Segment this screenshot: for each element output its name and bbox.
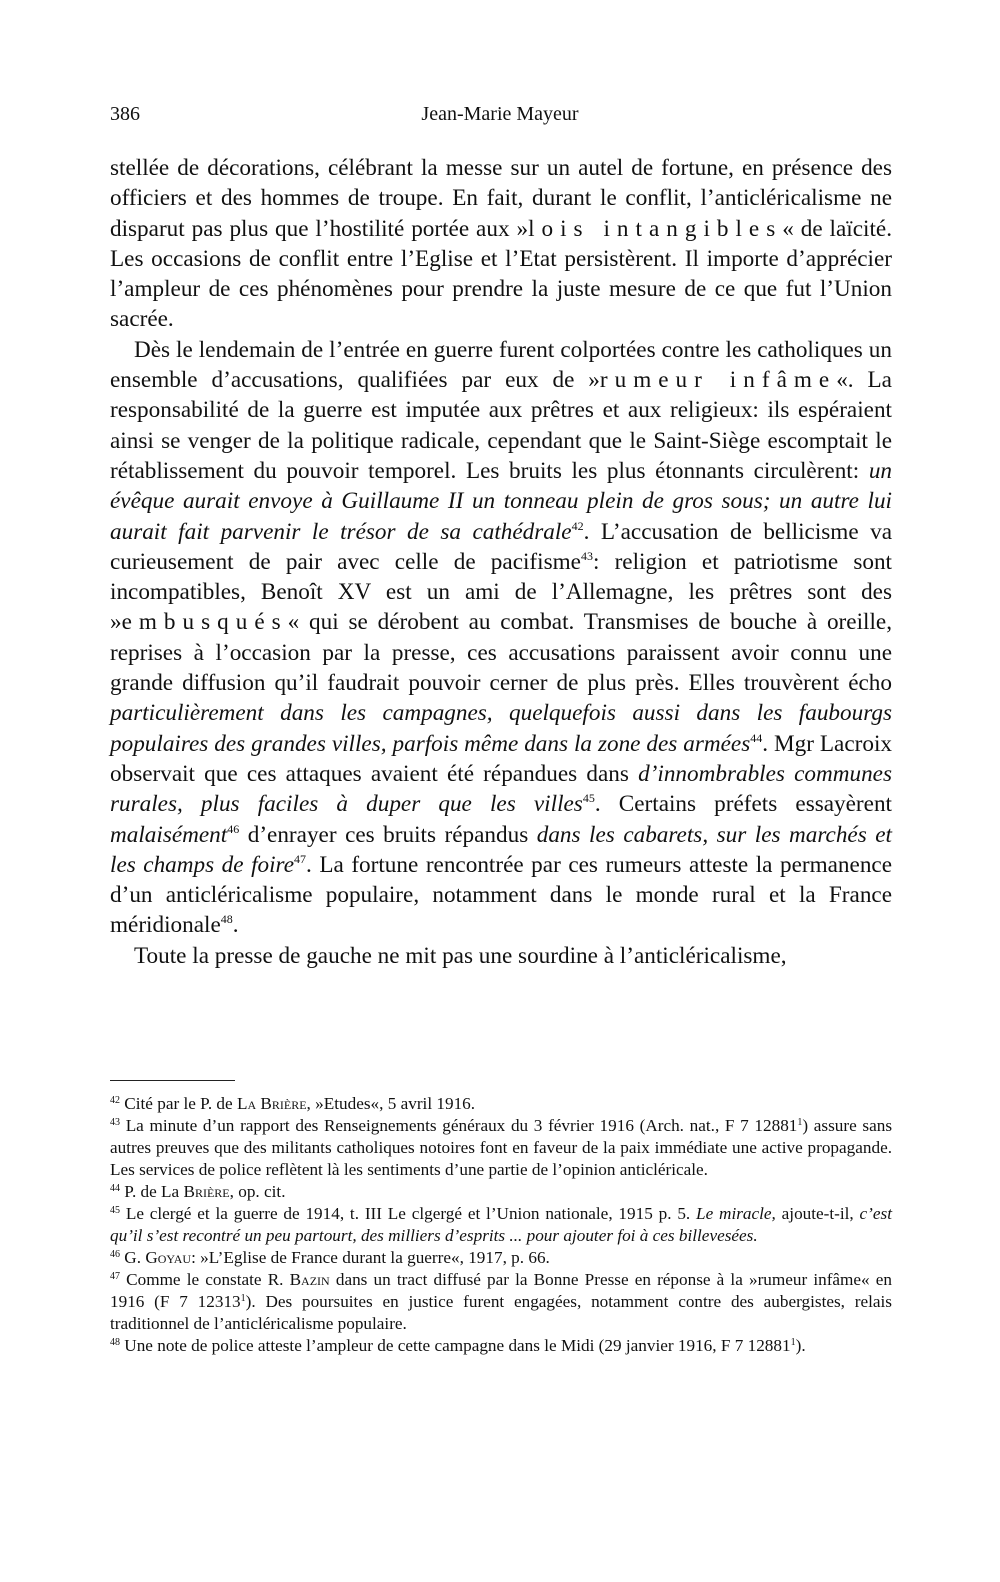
text-span: stellée de décorations, célébrant la messe sur un autel de fortune, en présence des officiers et des hommes de troupe. En fait, durant le conflit, l’anticléricalisme ne disparut pas plus que l’hostilité portée aux »: [110, 155, 892, 242]
author-name: Bazin: [289, 1270, 330, 1289]
text-span: Dès le lendemain de l’entrée en guerre furent colportées contre les catholiques un ensemble d’accusations, qualifiées par eux de »: [110, 336, 892, 394]
footnote-rule: [110, 1080, 235, 1081]
italic-quote: c’est qu’il s’est recontré un peu partourt, des milliers d’esprits ... pour ajouter foi à ces billevesées.: [110, 1204, 892, 1245]
text-span: P. de La: [124, 1182, 184, 1201]
footnote-ref: 42: [571, 518, 584, 533]
text-span: ) assure sans autres preuves que des militants catholiques notoires font en faveur de la paix immédiate une active propagande. Les services de police reflètent là les sentiments d’une partie de l’opinion anticléricale.: [110, 1116, 893, 1179]
footnote-48: [110, 1335, 892, 1357]
paragraph-3: Toute la presse de gauche ne mit pas une sourdine à l’anticléricalisme,: [134, 942, 787, 969]
footnote-number: 45: [110, 1205, 120, 1216]
text-span: ajoute-t-il,: [775, 1204, 860, 1223]
author-name: Goyau: [145, 1248, 192, 1267]
footnote-number: 42: [110, 1095, 120, 1106]
author-name: Brière: [183, 1182, 230, 1201]
footnote-number: 47: [110, 1271, 120, 1282]
text-span: . La fortune rencontrée par ces rumeurs atteste la permanence d’un anticléricalisme populaire, notamment dans le monde rural et la France méridionale: [110, 851, 892, 939]
text-span: . Mgr Lacroix observait que ces attaques avaient été répandues dans: [110, 730, 892, 787]
text-span: Une note de police atteste l’ampleur de cette campagne dans le Midi (29 janvier 1916, F 7 12881: [124, 1336, 791, 1355]
text-span: d’enrayer ces bruits répandus: [239, 821, 537, 848]
footnote-ref: 47: [294, 851, 307, 866]
footnote-ref: 44: [750, 730, 763, 745]
author-name: La Brière: [236, 1094, 307, 1113]
footnote-46: [110, 1247, 892, 1269]
footnotes: [110, 1093, 892, 1357]
italic-quote: Le miracle,: [696, 1204, 776, 1223]
main-text: [110, 153, 892, 971]
page-number: 386: [110, 103, 140, 125]
text-span: dans un tract diffusé par la Bonne Presse en réponse à la »rumeur infâme« en 1916 (F 7 12313: [110, 1270, 893, 1311]
footnote-number: 43: [110, 1117, 120, 1128]
footnote-ref: 48: [220, 912, 233, 927]
spaced-term: lois intangibles: [528, 215, 783, 242]
text-span: Comme le constate R.: [126, 1270, 290, 1289]
running-header: [110, 103, 890, 133]
spaced-term: rumeur infâme: [599, 367, 837, 394]
text-span: . Certains préfets essayèrent: [594, 791, 892, 818]
superscript: 1: [797, 1117, 803, 1128]
text-span: La minute d’un rapport des Renseignements généraux du 3 février 1916 (Arch. nat., F 7 12881: [125, 1116, 798, 1135]
italic-quote: un évêque aurait envoye à Guillaume II un tonneau plein de gros sous; un autre lui aurait fait parvenir le trésor de sa cathédrale: [110, 457, 892, 545]
footnote-45: [110, 1203, 892, 1247]
text-span: Cité par le P. de: [124, 1094, 237, 1113]
text-span: .: [232, 912, 239, 939]
text-span: Le clergé et la guerre de 1914, t. III Le clgergé et l’Union nationale, 1915 p. 5.: [125, 1204, 697, 1223]
text-span: : »L’Eglise de France durant la guerre«, 1917, p. 66.: [191, 1248, 550, 1267]
italic-quote: particulièrement dans les campagnes, quelquefois aussi dans les faubourgs populaires des grandes villes, parfois même dans la zone des armées: [110, 700, 892, 757]
footnote-ref: 45: [582, 791, 595, 806]
text-span: ). Des poursuites en justice furent engagées, notamment contre des aubergistes, relais traditionnel de l’anticléricalisme populaire.: [110, 1292, 892, 1333]
text-span: «. La responsabilité de la guerre est imputée aux prêtres et aux religieux: ils espéraient ainsi se venger de la politique radicale, cependant que le Saint-Siège escomptait le rétablissement du pouvoir temporel. Les bruits les plus étonnants circulèrent:: [110, 367, 892, 484]
paragraph-2: [110, 335, 892, 941]
footnote-42: [110, 1093, 892, 1115]
text-span: « de laïcité. Les occasions de conflit entre l’Eglise et l’Etat persistèrent. Il importe d’apprécier l’ampleur de ces phénomènes pour prendre la juste mesure de ce que fut l’Union sacrée.: [110, 215, 892, 333]
text-span: , »Etudes«, 5 avril 1916.: [306, 1094, 476, 1113]
text-span: G.: [124, 1248, 146, 1267]
footnote-number: 46: [110, 1249, 120, 1260]
running-title: Jean-Marie Mayeur: [421, 103, 579, 125]
footnote-number: 44: [110, 1183, 120, 1194]
text-span: : religion et patriotisme sont incompatibles, Benoît XV est un ami de l’Allemagne, les prêtres sont des »: [110, 548, 892, 636]
spaced-term: embusqués: [121, 609, 288, 636]
text-span: ).: [795, 1336, 806, 1355]
superscript: 1: [790, 1337, 796, 1348]
paragraph-1: [110, 153, 892, 335]
footnote-ref: 43: [580, 548, 593, 563]
italic-quote: malaisément: [110, 821, 228, 848]
text-span: « qui se dérobent au combat. Transmises de bouche à oreille, reprises à l’occasion par la presse, ces accusations paraissent avoir connu une grande diffusion qu’il faudrait pouvoir cerner de plus près. Elles trouvèrent écho: [110, 609, 892, 697]
footnote-47: [110, 1269, 892, 1335]
italic-quote: d’innombrables communes rurales, plus faciles à duper que les villes: [110, 760, 892, 818]
text-span: . L’accusation de bellicisme va curieusement de pair avec celle de pacifisme: [110, 518, 892, 575]
footnote-44: [110, 1181, 892, 1203]
superscript: 1: [240, 1293, 246, 1304]
footnote-43: [110, 1115, 892, 1181]
italic-quote: dans les cabarets, sur les marchés et les champs de foire: [110, 821, 892, 878]
footnote-number: 48: [110, 1337, 120, 1348]
text-span: , op. cit.: [229, 1182, 286, 1201]
footnote-ref: 46: [227, 821, 240, 836]
